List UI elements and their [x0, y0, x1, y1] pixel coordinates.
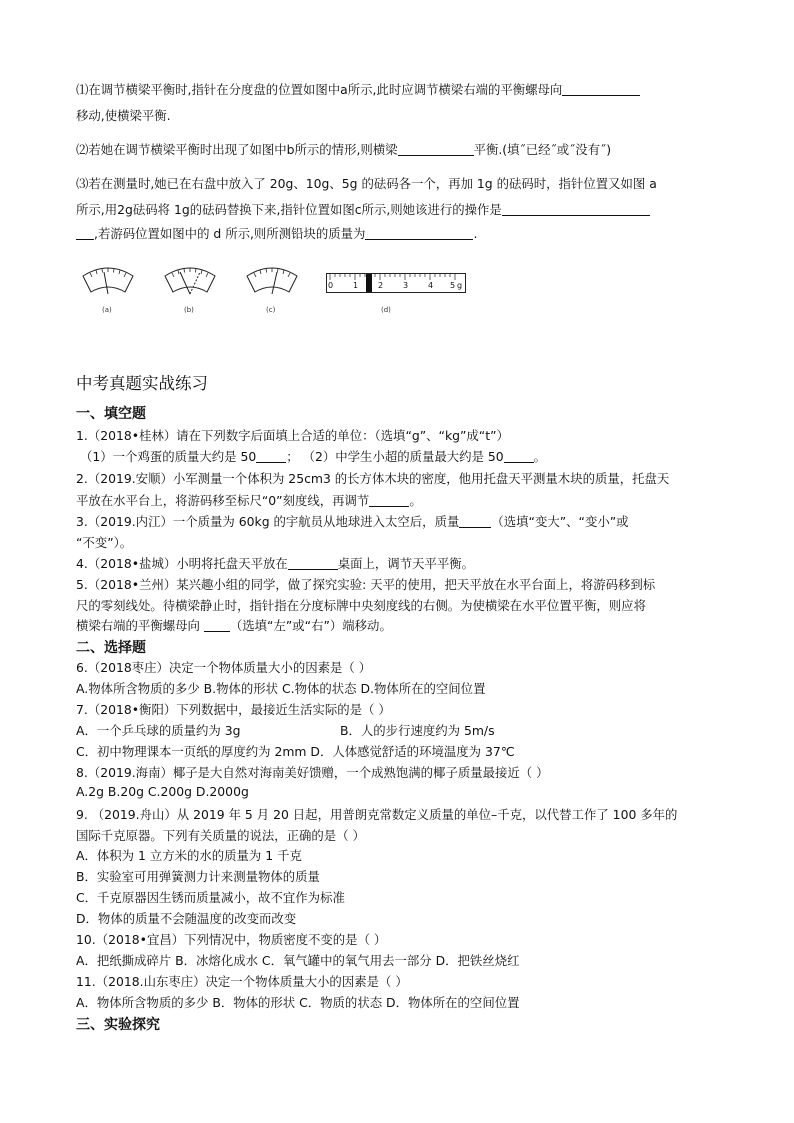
choice-q8-head: 8.（2019.海南）椰子是大自然对海南美好馈赠，一个成熟饱满的椰子质量最接近（ ） — [76, 765, 549, 780]
ruler-unit-label: g — [457, 281, 463, 290]
figure-caption-c: (c) — [266, 306, 276, 314]
intro-q3-text-2: ,若游码位置如图中的 d 所示,则所测铅块的质量为 — [94, 226, 366, 241]
choice-q9-option-a: A．体积为 1 立方米的水的质量为 1 千克 — [76, 848, 302, 863]
balance-dial-b-figure — [162, 262, 218, 296]
intro-q1-line2: 移动,使横梁平衡. — [76, 108, 171, 123]
fill-q1-sub-text-2: ； （2）中学生小超的质量最大约是 50 — [286, 449, 504, 464]
fill-q4-line — [76, 554, 474, 572]
experiment-section-title: 三、实验探究 — [76, 1017, 160, 1033]
answer-blank — [365, 227, 473, 240]
answer-blank — [502, 203, 650, 216]
intro-q1-text: ⑴在调节横梁平衡时,指针在分度盘的位置如图中a所示,此时应调节横梁右端的平衡螺母向 — [76, 82, 563, 97]
fill-q1-sub-text: （1）一个鸡蛋的质量大约是 50 — [80, 449, 257, 464]
fill-q1-sub-end: 。 — [533, 449, 547, 464]
fill-q4-text: 4.（2018•盐城）小明将托盘天平放在 — [76, 556, 288, 571]
intro-q3-end: . — [473, 226, 478, 241]
choice-q6-options: A.物体所含物质的多少 B.物体的形状 C.物体的状态 D.物体所在的空间位置 — [76, 681, 486, 696]
figure-caption-d: (d) — [381, 306, 391, 314]
intro-q3-text: 所示,用2g砝码将 1g的砝码替换下来,指针位置如图c所示,则她该进行的操作是 — [76, 202, 502, 217]
fill-q2-line1: 2.（2019.安顺）小军测量一个体积为 25cm3 的长方体木块的密度，他用托盘天平测量木块的质量，托盘天 — [76, 471, 670, 486]
choice-section-title: 二、选择题 — [76, 640, 146, 656]
ruler-tick-label: 0 — [328, 281, 334, 290]
intro-q2-text-end: 平衡.(填˝已经˝或˝没有˝) — [473, 142, 612, 157]
fill-q4-text-2: 桌面上，调节天平平衡。 — [337, 556, 475, 571]
answer-blank — [504, 450, 534, 463]
ruler-tick-label: 2 — [378, 281, 384, 290]
ruler-tick-label: 5 — [450, 281, 456, 290]
ruler-tick-label: 4 — [428, 281, 434, 290]
fill-q2-text: 平放在水平台上，将游码移至标尺“0”刻度线，再调节 — [76, 493, 370, 508]
choice-q10-options: A．把纸撕成碎片 B．冰熔化成水 C．氧气罐中的氧气用去一部分 D．把铁丝烧红 — [76, 953, 520, 968]
fill-q3-line2: “不变”）。 — [76, 535, 133, 550]
answer-blank — [562, 83, 640, 96]
choice-q6-head: 6.（2018枣庄）决定一个物体质量大小的因素是（ ） — [76, 660, 372, 675]
choice-q7-head: 7.（2018•衡阳）下列数据中，最接近生活实际的是（ ） — [76, 702, 391, 717]
choice-q11-options: A．物体所含物质的多少 B．物体的形状 C．物质的状态 D．物体所在的空间位置 — [76, 995, 520, 1010]
fill-q1-head: 1.（2018•桂林）请在下列数字后面填上合适的单位：（选填“g”、“kg”成“t”） — [76, 428, 509, 443]
rider-slider — [366, 274, 372, 292]
rider-scale-ruler-figure — [326, 273, 466, 293]
answer-blank — [398, 143, 474, 156]
choice-q9-line2: 国际千克原器。下列有关质量的说法，正确的是（ ） — [76, 828, 365, 843]
fill-q5-line2: 尺的零刻线处。待横梁静止时，指针指在分度标牌中央刻度线的右侧。为使横梁在水平位置平衡，则应将 — [76, 598, 646, 613]
fill-q5-line1: 5.（2018•兰州）某兴趣小组的同学，做了探究实验: 天平的使用，把天平放在水平台面上，将游码移到标 — [76, 577, 656, 592]
fill-q2-end: 。 — [409, 493, 422, 508]
intro-q2-line — [76, 140, 611, 158]
choice-q9-option-b: B．实验室可用弹簧测力计来测量物体的质量 — [76, 869, 320, 884]
choice-q8-options: A.2g B.20g C.200g D.2000g — [76, 784, 249, 799]
answer-blank — [76, 227, 94, 240]
fill-q5-text-2: （选填“左”或“右”）端移动。 — [229, 618, 392, 633]
balance-dial-a-figure — [80, 262, 136, 296]
intro-q3-line3 — [76, 224, 477, 242]
answer-blank — [369, 494, 409, 507]
figure-caption-a: (a) — [102, 306, 112, 314]
intro-q1-line1 — [76, 80, 640, 98]
fill-q5-line3 — [76, 616, 392, 634]
intro-q2-text: ⑵若她在调节横梁平衡时出现了如图中b所示的情形,则横梁 — [76, 142, 398, 157]
choice-q10-head: 10.（2018•宜昌）下列情况中，物质密度不变的是（ ） — [76, 932, 387, 947]
fill-q2-line2 — [76, 491, 422, 509]
choice-q9-option-d: D．物体的质量不会随温度的改变而改变 — [76, 911, 297, 926]
fill-q5-text: 横梁右端的平衡螺母向 — [76, 618, 204, 633]
fill-q3-text: 3.（2019.内江）一个质量为 60kg 的宇航员从地球进入太空后，质量 — [76, 514, 460, 529]
fill-in-section-title: 一、填空题 — [76, 406, 146, 422]
intro-q3-line1: ⑶若在测量时,她已在右盘中放入了 20g、10g、5g 的砝码各一个，再加 1g 的砝码时，指针位置又如图 a — [76, 176, 657, 191]
answer-blank — [256, 450, 286, 463]
fill-q3-text-2: （选填“变大”、“变小”或 — [491, 514, 629, 529]
figure-caption-b: (b) — [184, 306, 194, 314]
choice-q9-line1: 9. （2019.舟山）从 2019 年 5 月 20 日起，用普朗克常数定义质量的单位–千克，以代替工作了 100 多年的 — [76, 807, 678, 822]
section-title: 中考真题实战练习 — [76, 374, 208, 393]
choice-q11-head: 11.（2018.山东枣庄）决定一个物体质量大小的因素是（ ） — [76, 974, 408, 989]
balance-dial-c-figure — [244, 262, 300, 296]
answer-blank — [288, 557, 338, 570]
fill-q1-sub — [80, 447, 546, 465]
ruler-tick-label: 1 — [353, 281, 359, 290]
intro-q3-line2 — [76, 200, 650, 218]
answer-blank — [204, 619, 230, 632]
ruler-tick-label: 3 — [403, 281, 409, 290]
fill-q3-line1 — [76, 512, 629, 530]
ruler-outline — [326, 273, 466, 293]
choice-q7-options-cd: C．初中物理课本一页纸的厚度约为 2mm D．人体感觉舒适的环境温度为 37℃ — [76, 744, 515, 759]
answer-blank — [459, 515, 491, 528]
choice-q9-option-c: C．千克原器因生锈而质量减小，故不宜作为标准 — [76, 890, 345, 905]
choice-q7-option-a: A．一个乒乓球的质量约为 3g — [76, 723, 241, 738]
choice-q7-option-b: B．人的步行速度约为 5m/s — [340, 723, 495, 738]
